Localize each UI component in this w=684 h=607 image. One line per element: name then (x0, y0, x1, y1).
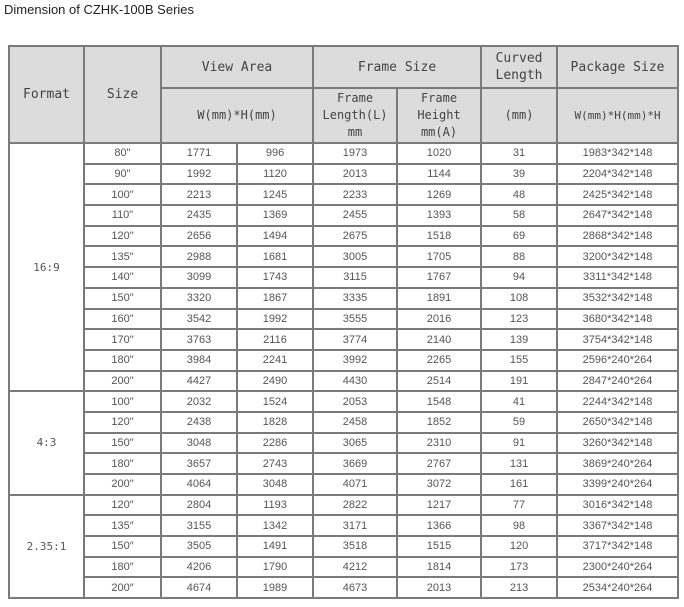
frame-length-cell: 3171 (313, 515, 397, 536)
table-row (9, 329, 678, 350)
view-height-cell: 1743 (237, 267, 313, 288)
table-row (9, 164, 678, 185)
table-row (9, 350, 678, 371)
view-height-cell: 1790 (237, 557, 313, 578)
package-size-cell: 2847*240*264 (557, 371, 678, 392)
package-size-cell: 2868*342*148 (557, 226, 678, 247)
frame-length-cell: 4071 (313, 474, 397, 495)
view-height-cell: 1524 (237, 391, 313, 412)
size-cell: 120" (84, 226, 161, 247)
view-height-cell: 2743 (237, 453, 313, 474)
curved-length-cell: 108 (481, 288, 557, 309)
package-size-cell: 2244*342*148 (557, 391, 678, 412)
size-cell: 180″ (84, 557, 161, 578)
document-title: Dimension of CZHK-100B Series (4, 2, 195, 17)
frame-height-cell: 1515 (397, 536, 481, 557)
table-row (9, 577, 678, 598)
curved-length-cell: 123 (481, 309, 557, 330)
frame-height-cell: 1217 (397, 495, 481, 516)
table-row (9, 371, 678, 392)
table-row (9, 205, 678, 226)
curved-length-cell: 58 (481, 205, 557, 226)
view-width-cell: 3763 (161, 329, 237, 350)
curved-length-cell: 120 (481, 536, 557, 557)
frame-height-cell: 3072 (397, 474, 481, 495)
curved-length-cell: 191 (481, 371, 557, 392)
view-width-cell: 3984 (161, 350, 237, 371)
table-row (9, 267, 678, 288)
frame-length-cell: 3518 (313, 536, 397, 557)
frame-length-cell: 4673 (313, 577, 397, 598)
view-width-cell: 2656 (161, 226, 237, 247)
view-width-cell: 3320 (161, 288, 237, 309)
curved-length-cell: 161 (481, 474, 557, 495)
size-cell: 90" (84, 164, 161, 185)
frame-height-cell: 1366 (397, 515, 481, 536)
header-frame-length: Frame Length(L) mm (313, 88, 397, 143)
view-height-cell: 1992 (237, 309, 313, 330)
view-height-cell: 2241 (237, 350, 313, 371)
table-row (9, 557, 678, 578)
view-height-cell: 996 (237, 143, 313, 164)
size-cell: 200″ (84, 577, 161, 598)
frame-length-cell: 2822 (313, 495, 397, 516)
frame-length-cell: 4212 (313, 557, 397, 578)
frame-height-cell: 2767 (397, 453, 481, 474)
package-size-cell: 2534*240*264 (557, 577, 678, 598)
curved-length-cell: 91 (481, 433, 557, 454)
frame-length-cell: 3115 (313, 267, 397, 288)
view-width-cell: 3048 (161, 433, 237, 454)
table-row (9, 143, 678, 164)
frame-height-cell: 2265 (397, 350, 481, 371)
curved-length-cell: 155 (481, 350, 557, 371)
header-view-area: View Area (161, 46, 313, 88)
size-cell: 110" (84, 205, 161, 226)
view-width-cell: 4674 (161, 577, 237, 598)
table-row (9, 184, 678, 205)
frame-length-cell: 3669 (313, 453, 397, 474)
table-row (9, 226, 678, 247)
frame-length-cell: 2053 (313, 391, 397, 412)
view-width-cell: 2213 (161, 184, 237, 205)
frame-length-cell: 2455 (313, 205, 397, 226)
curved-length-cell: 39 (481, 164, 557, 185)
frame-length-cell: 3065 (313, 433, 397, 454)
frame-height-cell: 1518 (397, 226, 481, 247)
frame-length-cell: 2458 (313, 412, 397, 433)
view-width-cell: 4064 (161, 474, 237, 495)
frame-height-cell: 2013 (397, 577, 481, 598)
frame-length-cell: 2013 (313, 164, 397, 185)
frame-height-cell: 1393 (397, 205, 481, 226)
package-size-cell: 2300*240*264 (557, 557, 678, 578)
size-cell: 100" (84, 184, 161, 205)
table-row (9, 515, 678, 536)
package-size-cell: 3016*342*148 (557, 495, 678, 516)
package-size-cell: 3399*240*264 (557, 474, 678, 495)
frame-height-cell: 1767 (397, 267, 481, 288)
curved-length-cell: 213 (481, 577, 557, 598)
frame-height-cell: 1144 (397, 164, 481, 185)
package-size-cell: 3260*342*148 (557, 433, 678, 454)
view-width-cell: 3542 (161, 309, 237, 330)
curved-length-cell: 41 (481, 391, 557, 412)
view-height-cell: 1193 (237, 495, 313, 516)
view-height-cell: 1828 (237, 412, 313, 433)
table-body (9, 143, 678, 598)
header-size: Size (84, 46, 161, 143)
frame-length-cell: 2233 (313, 184, 397, 205)
format-cell: 2.35:1 (9, 495, 84, 598)
table-row (9, 246, 678, 267)
frame-length-cell: 3774 (313, 329, 397, 350)
package-size-cell: 3717*342*148 (557, 536, 678, 557)
package-size-cell: 3754*342*148 (557, 329, 678, 350)
table-row (9, 474, 678, 495)
size-cell: 135″ (84, 515, 161, 536)
frame-height-cell: 1852 (397, 412, 481, 433)
frame-height-cell: 1891 (397, 288, 481, 309)
size-cell: 160" (84, 309, 161, 330)
view-height-cell: 1491 (237, 536, 313, 557)
package-size-cell: 3680*342*148 (557, 309, 678, 330)
header-curved-length: Curved Length (481, 46, 557, 88)
size-cell: 140" (84, 267, 161, 288)
curved-length-cell: 59 (481, 412, 557, 433)
view-height-cell: 1245 (237, 184, 313, 205)
header-curved-unit: (mm) (481, 88, 557, 143)
view-width-cell: 1771 (161, 143, 237, 164)
curved-length-cell: 94 (481, 267, 557, 288)
format-cell: 4:3 (9, 391, 84, 494)
header-row-1 (9, 46, 678, 88)
frame-length-cell: 3335 (313, 288, 397, 309)
header-view-area-unit: W(mm)*H(mm) (161, 88, 313, 143)
view-width-cell: 2032 (161, 391, 237, 412)
table-row (9, 433, 678, 454)
curved-length-cell: 88 (481, 246, 557, 267)
frame-height-cell: 1705 (397, 246, 481, 267)
view-height-cell: 1989 (237, 577, 313, 598)
view-width-cell: 2435 (161, 205, 237, 226)
frame-length-cell: 3005 (313, 246, 397, 267)
frame-height-cell: 2514 (397, 371, 481, 392)
frame-height-cell: 1269 (397, 184, 481, 205)
size-cell: 150" (84, 433, 161, 454)
frame-length-cell: 4430 (313, 371, 397, 392)
header-package-size: Package Size (557, 46, 678, 88)
package-size-cell: 3311*342*148 (557, 267, 678, 288)
size-cell: 200" (84, 371, 161, 392)
view-height-cell: 1867 (237, 288, 313, 309)
table-row (9, 495, 678, 516)
package-size-cell: 3869*240*264 (557, 453, 678, 474)
curved-length-cell: 98 (481, 515, 557, 536)
view-width-cell: 4206 (161, 557, 237, 578)
view-height-cell: 1494 (237, 226, 313, 247)
package-size-cell: 3367*342*148 (557, 515, 678, 536)
frame-height-cell: 2310 (397, 433, 481, 454)
view-width-cell: 4427 (161, 371, 237, 392)
header-format: Format (9, 46, 84, 143)
size-cell: 180" (84, 453, 161, 474)
table-row (9, 453, 678, 474)
size-cell: 100" (84, 391, 161, 412)
header-frame-size: Frame Size (313, 46, 481, 88)
view-width-cell: 3155 (161, 515, 237, 536)
size-cell: 120" (84, 412, 161, 433)
curved-length-cell: 77 (481, 495, 557, 516)
frame-length-cell: 2675 (313, 226, 397, 247)
view-height-cell: 3048 (237, 474, 313, 495)
frame-height-cell: 1020 (397, 143, 481, 164)
header-package-unit: W(mm)*H(mm)*H (557, 88, 678, 143)
package-size-cell: 2425*342*148 (557, 184, 678, 205)
size-cell: 120″ (84, 495, 161, 516)
curved-length-cell: 69 (481, 226, 557, 247)
table-row (9, 536, 678, 557)
size-cell: 170" (84, 329, 161, 350)
view-height-cell: 2490 (237, 371, 313, 392)
table-row (9, 288, 678, 309)
view-height-cell: 1342 (237, 515, 313, 536)
package-size-cell: 2647*342*148 (557, 205, 678, 226)
view-width-cell: 3657 (161, 453, 237, 474)
view-width-cell: 2804 (161, 495, 237, 516)
package-size-cell: 1983*342*148 (557, 143, 678, 164)
frame-height-cell: 1814 (397, 557, 481, 578)
size-cell: 200" (84, 474, 161, 495)
format-cell: 16:9 (9, 143, 84, 391)
package-size-cell: 2596*240*264 (557, 350, 678, 371)
view-width-cell: 3505 (161, 536, 237, 557)
curved-length-cell: 31 (481, 143, 557, 164)
size-cell: 150″ (84, 536, 161, 557)
curved-length-cell: 131 (481, 453, 557, 474)
view-height-cell: 1369 (237, 205, 313, 226)
view-height-cell: 2286 (237, 433, 313, 454)
header-frame-height: Frame Height mm(A) (397, 88, 481, 143)
size-cell: 180" (84, 350, 161, 371)
view-width-cell: 2988 (161, 246, 237, 267)
table-row (9, 309, 678, 330)
frame-height-cell: 1548 (397, 391, 481, 412)
package-size-cell: 2204*342*148 (557, 164, 678, 185)
view-width-cell: 1992 (161, 164, 237, 185)
size-cell: 135" (84, 246, 161, 267)
view-height-cell: 1120 (237, 164, 313, 185)
size-cell: 150" (84, 288, 161, 309)
frame-length-cell: 3555 (313, 309, 397, 330)
package-size-cell: 2650*342*148 (557, 412, 678, 433)
table-row (9, 412, 678, 433)
frame-height-cell: 2140 (397, 329, 481, 350)
view-height-cell: 2116 (237, 329, 313, 350)
table-row (9, 391, 678, 412)
view-width-cell: 3099 (161, 267, 237, 288)
curved-length-cell: 48 (481, 184, 557, 205)
view-height-cell: 1681 (237, 246, 313, 267)
size-cell: 80" (84, 143, 161, 164)
frame-height-cell: 2016 (397, 309, 481, 330)
package-size-cell: 3200*342*148 (557, 246, 678, 267)
frame-length-cell: 3992 (313, 350, 397, 371)
curved-length-cell: 139 (481, 329, 557, 350)
dimension-table (8, 45, 679, 599)
package-size-cell: 3532*342*148 (557, 288, 678, 309)
frame-length-cell: 1973 (313, 143, 397, 164)
curved-length-cell: 173 (481, 557, 557, 578)
view-width-cell: 2438 (161, 412, 237, 433)
